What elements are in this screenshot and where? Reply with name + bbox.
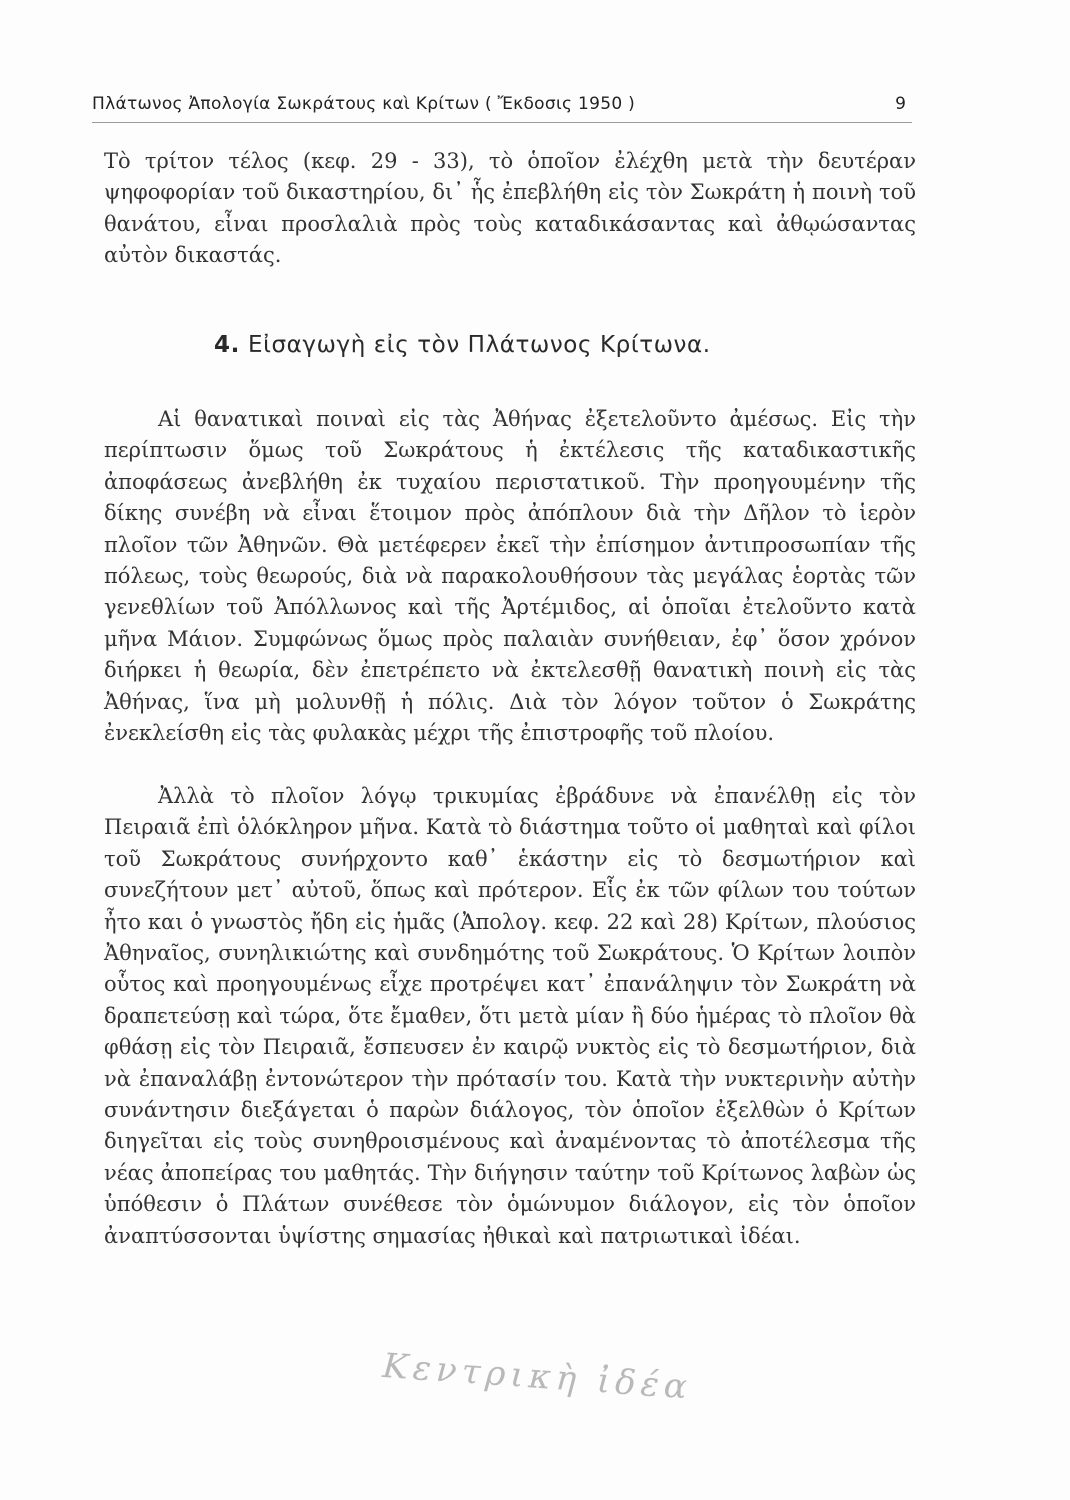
paragraph-apology-third-part: Τὸ τρίτον τέλος (κεφ. 29 - 33), τὸ ὁποῖον ἐλέχθη μετὰ τὴν δευτέραν ψηφοφορίαν τοῦ δικαστηρίου, δι᾽ ἧς ἐπεβλήθη εἰς τὸν Σωκράτη ἡ ποινὴ τοῦ θανάτου, εἶναι προσλαλιὰ πρὸς τοὺς καταδικάσαντας καὶ ἀθῳώσαντας αὐτὸν δικαστάς. xyxy=(104,149,916,268)
header-title: Πλάτωνος Ἀπολογία Σωκράτους καὶ Κρίτων ( Ἔκδοσις 1950 ) xyxy=(92,94,636,114)
section-heading xyxy=(214,332,711,358)
paragraph-crito-visit: Ἀλλὰ τὸ πλοῖον λόγῳ τρικυμίας ἐβράδυνε νὰ ἐπανέλθῃ εἰς τὸν Πειραιᾶ ἐπὶ ὁλόκληρον μῆνα. Κατὰ τὸ διάστημα τοῦτο οἱ μαθηταὶ καὶ φίλοι τοῦ Σωκράτους συνήρχοντο καθ᾽ ἑκάστην εἰς τὸ δεσμωτήριον καὶ συνεζήτουν μετ᾽ αὐτοῦ, ὅπως καὶ πρότερον. Εἷς ἐκ τῶν φίλων του τούτων ἦτο και ὁ γνωστὸς ἤδη εἰς ἡμᾶς (Ἀπολογ. κεφ. 22 καὶ 28) Κρίτων, πλούσιος Ἀθηναῖος, συνηλικιώτης καὶ συνδημότης τοῦ Σωκράτους. Ὁ Κρίτων λοιπὸν οὗτος καὶ προηγουμένως εἶχε προτρέψει κατ᾽ ἐπανάληψιν τὸν Σωκράτη νὰ δραπετεύσῃ καὶ τώρα, ὅτε ἔμαθεν, ὅτι μετὰ μίαν ἢ δύο ἡμέρας τὸ πλοῖον θὰ φθάσῃ εἰς τὸν Πειραιᾶ, ἔσπευσεν ἐν καιρῷ νυκτὸς εἰς τὸ δεσμωτήριον, διὰ νὰ ἐπαναλάβῃ ἐντονώτερον τὴν πρότασίν του. Κατὰ τὴν νυκτερινὴν αὐτὴν συνάντησιν διεξάγεται ὁ παρὼν διάλογος, τὸν ὁποῖον ἐξελθὼν ὁ Κρίτων διηγεῖται εἰς τοὺς συνηθροισμένους καὶ ἀναμένοντας τὸ ἀποτέλεσμα τῆς νέας ἀποπείρας του μαθητάς. Τὴν διήγησιν ταύτην τοῦ Κρίτωνος λαβὼν ὡς ὑπόθεσιν ὁ Πλάτων συνέθεσε τὸν ὁμώνυμον διάλογον, εἰς τὸν ὁποῖον ἀναπτύσσονται ὑψίστης σημασίας ἠθικαὶ καὶ πατριωτικαὶ ἰδέαι. xyxy=(104,784,916,1248)
page-number: 9 xyxy=(895,94,906,114)
paragraph-death-penalty-delay: Αἱ θανατικαὶ ποιναὶ εἰς τὰς Ἀθήνας ἐξετελοῦντο ἀμέσως. Εἰς τὴν περίπτωσιν ὅμως τοῦ Σωκράτους ἡ ἐκτέλεσις τῆς καταδικαστικῆς ἀποφάσεως ἀνεβλήθη ἐκ τυχαίου περιστατικοῦ. Τὴν προηγουμένην τῆς δίκης συνέβη νὰ εἶναι ἕτοιμον πρὸς ἀπόπλουν διὰ τὴν Δῆλον τὸ ἱερὸν πλοῖον τῶν Ἀθηνῶν. Θὰ μετέφερεν ἐκεῖ τὴν ἐπίσημον ἀντιπροσωπίαν τῆς πόλεως, τοὺς θεωρούς, διὰ νὰ παρακολουθήσουν τὰς μεγάλας ἑορτὰς τῶν γενεθλίων τοῦ Ἀπόλλωνος καὶ τῆς Ἀρτέμιδος, αἱ ὁποῖαι ἐτελοῦντο κατὰ μῆνα Μάιον. Συμφώνως ὅμως πρὸς παλαιὰν συνήθειαν, ἐφ᾽ ὅσον χρόνον διήρκει ἡ θεωρία, δὲν ἐπετρέπετο νὰ ἐκτελεσθῇ θανατικὴ ποινὴ εἰς τὰς Ἀθήνας, ἵνα μὴ μολυνθῇ ἡ πόλις. Διὰ τὸν λόγον τοῦτον ὁ Σωκράτης ἐνεκλείσθη εἰς τὰς φυλακὰς μέχρι τῆς ἐπιστροφῆς τοῦ πλοίου. xyxy=(104,407,916,746)
section-title: Εἰσαγωγὴ εἰς τὸν Πλάτωνος Κρίτωνα. xyxy=(247,332,711,358)
handwritten-pencil-note: Κεντρικὴ ἰδέα xyxy=(381,1346,694,1408)
running-header xyxy=(92,90,912,123)
section-number: 4. xyxy=(214,332,240,358)
